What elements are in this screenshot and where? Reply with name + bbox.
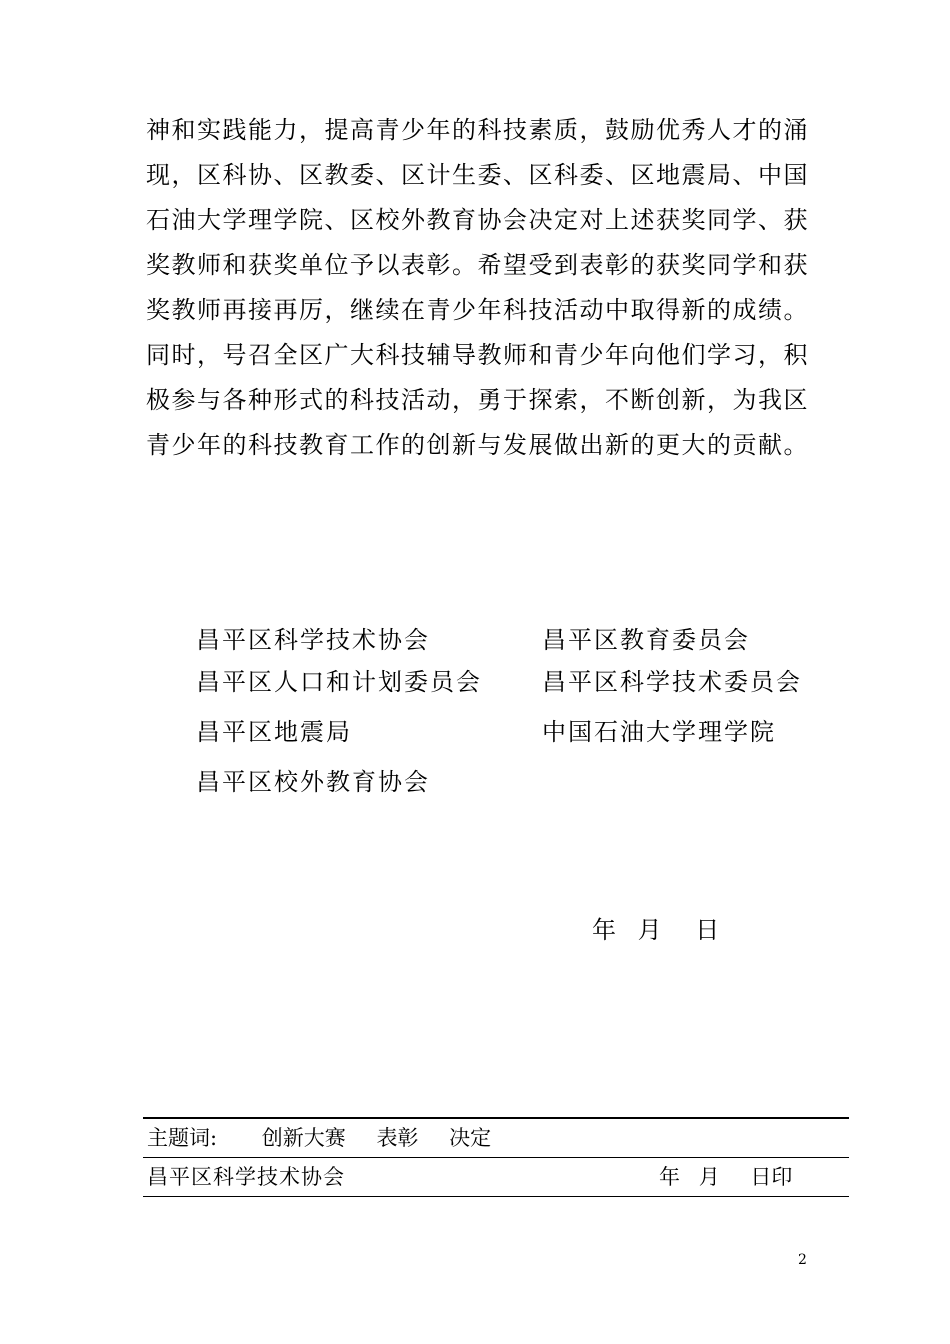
page-number: 2 bbox=[798, 1252, 807, 1268]
print-date-day: 日印 bbox=[750, 1165, 793, 1189]
footer-bottom-rule bbox=[143, 1196, 849, 1197]
signatory-education-committee: 昌平区教育委员会 bbox=[542, 626, 750, 654]
issuer-row bbox=[143, 1158, 849, 1196]
signatory-extracurricular-education-association: 昌平区校外教育协会 bbox=[196, 768, 430, 796]
paragraph-line: 青少年的科技教育工作的创新与发展做出新的更大的贡献。 bbox=[146, 431, 808, 459]
date-month: 月 bbox=[637, 916, 662, 944]
keywords-label: 主题词: bbox=[147, 1126, 218, 1150]
paragraph-line: 奖教师再接再厉，继续在青少年科技活动中取得新的成绩。 bbox=[146, 296, 808, 324]
document-date bbox=[592, 910, 719, 950]
body-paragraph bbox=[146, 108, 808, 468]
keyword: 创新大赛 bbox=[261, 1126, 346, 1150]
paragraph-line: 石油大学理学院、区校外教育协会决定对上述获奖同学、获 bbox=[146, 206, 808, 234]
signatory-population-planning-committee: 昌平区人口和计划委员会 bbox=[196, 668, 482, 696]
signatory-petroleum-university: 中国石油大学理学院 bbox=[542, 718, 776, 746]
print-date bbox=[659, 1158, 792, 1196]
signatory-science-technology-committee: 昌平区科学技术委员会 bbox=[542, 668, 802, 696]
paragraph-line: 现，区科协、区教委、区计生委、区科委、区地震局、中国 bbox=[146, 161, 808, 189]
date-year: 年 bbox=[592, 916, 616, 944]
date-day: 日 bbox=[695, 916, 720, 944]
paragraph-line: 奖教师和获奖单位予以表彰。希望受到表彰的获奖同学和获 bbox=[146, 251, 808, 279]
issuer-name: 昌平区科学技术协会 bbox=[147, 1165, 345, 1189]
paragraph-line: 同时，号召全区广大科技辅导教师和青少年向他们学习，积 bbox=[146, 341, 808, 369]
print-date-month: 月 bbox=[698, 1165, 720, 1189]
document-footer bbox=[143, 1117, 849, 1197]
paragraph-line: 极参与各种形式的科技活动，勇于探索，不断创新，为我区 bbox=[146, 386, 808, 414]
print-date-year: 年 bbox=[659, 1165, 680, 1189]
paragraph-line: 神和实践能力，提高青少年的科技素质，鼓励优秀人才的涌 bbox=[146, 116, 808, 144]
keywords-row bbox=[143, 1119, 849, 1157]
keyword: 表彰 bbox=[376, 1126, 419, 1150]
signatory-cast: 昌平区科学技术协会 bbox=[196, 626, 430, 654]
signatory-earthquake-bureau: 昌平区地震局 bbox=[196, 718, 352, 746]
keyword: 决定 bbox=[449, 1126, 492, 1150]
